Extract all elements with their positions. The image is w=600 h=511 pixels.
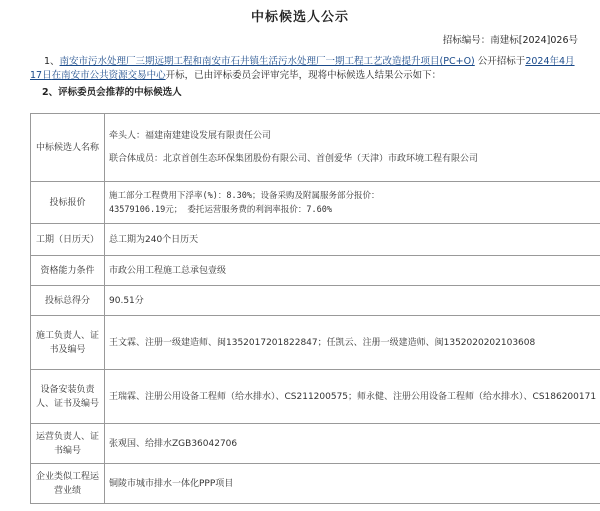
price-value [105, 182, 600, 224]
table-row [31, 464, 600, 504]
performance-value: 铜陵市城市排水一体化PPP项目 [105, 464, 600, 504]
candidate-table [30, 113, 600, 504]
price-line2: 43579106.19元； 委托运营服务费的利润率报价：7.60% [109, 204, 332, 215]
price-line1: 施工部分工程费用下浮率(%)：8.30%；设备采购及附属服务部分报价： [109, 190, 380, 201]
candidate-members: 联合体成员：北京首创生态环保集团股份有限公司、首创爱华（天津）市政环境工程有限公司 [109, 154, 479, 164]
intro-suffix: 开标，已由评标委员会评审完毕，现将中标候选人结果公示如下： [165, 70, 442, 81]
table-row [31, 114, 600, 182]
intro-paragraph [0, 49, 600, 83]
bid-number: 招标编号：南建标[2024]026号 [442, 35, 578, 46]
trading-center: 在南安市公共资源交易中心 [51, 70, 166, 81]
table-row [31, 424, 600, 464]
open-date: 2024年4月17日 [30, 56, 575, 81]
equipment-manager-value: 王瑞霖、注册公用设备工程师（给水排水）、CS211200575；师永健、注册公用设备工程师（给水排水）、CS186200171 [105, 370, 600, 424]
table-row [31, 224, 600, 256]
project-name-link[interactable]: 南安市污水处理厂三期远期工程和南安市石井镇生活污水处理厂一期工程工艺改造提升项目(PC+O) [59, 56, 475, 67]
table-row [31, 182, 600, 224]
intro-prefix: 1、 [44, 56, 60, 67]
score-value: 90.51分 [105, 286, 600, 316]
duration-label: 工期（日历天） [31, 224, 105, 256]
table-row [31, 286, 600, 316]
duration-value: 总工期为240个日历天 [105, 224, 600, 256]
operation-manager-value: 张观国、给排水ZGB36042706 [105, 424, 600, 464]
page-title: 中标候选人公示 [250, 10, 349, 25]
price-label: 投标报价 [31, 182, 105, 224]
performance-label: 企业类似工程运营业绩 [31, 464, 105, 504]
table-row [31, 256, 600, 286]
construction-manager-value: 王文霖、注册一级建造师、闽1352017201822847；任凯云、注册一级建造师、闽1352020202103608 [105, 316, 600, 370]
candidate-lead: 牵头人：福建南建建设发展有限责任公司 [109, 131, 272, 141]
candidate-label: 中标候选人名称 [31, 114, 105, 182]
candidate-value [105, 114, 600, 182]
qualification-label: 资格能力条件 [31, 256, 105, 286]
equipment-manager-label: 设备安装负责人、证书及编号 [31, 370, 105, 424]
table-row [31, 316, 600, 370]
intro-middle: 公开招标于 [477, 56, 526, 67]
section-title: 2、评标委员会推荐的中标候选人 [42, 87, 182, 98]
qualification-value: 市政公用工程施工总承包壹级 [105, 256, 600, 286]
operation-manager-label: 运营负责人、证书编号 [31, 424, 105, 464]
score-label: 投标总得分 [31, 286, 105, 316]
table-row [31, 370, 600, 424]
construction-manager-label: 施工负责人、证书及编号 [31, 316, 105, 370]
